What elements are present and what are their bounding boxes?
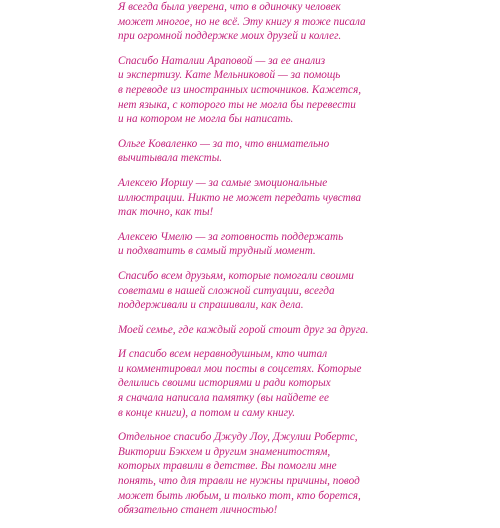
paragraph (118, 347, 398, 420)
paragraph (118, 0, 398, 44)
text-line: и на котором не могла бы написать. (118, 113, 294, 126)
text-line: Алексею Чмелю — за готовность поддержать (118, 230, 344, 243)
text-line: Ольге Коваленко — за то, что внимательно (118, 137, 330, 150)
text-line: понять, что для травли не нужны причины, повод (118, 475, 360, 488)
text-line: так точно, как ты! (118, 206, 214, 219)
text-line: может быть любым, и только тот, кто борется, (118, 489, 361, 502)
text-line: при огромной поддержке моих друзей и коллег. (118, 30, 342, 43)
text-line: в переводе из иностранных источников. Кажется, (118, 83, 362, 96)
text-line: Отдельное спасибо Джуду Лоу, Джулии Робертс, (118, 431, 358, 444)
paragraph (118, 137, 398, 166)
text-line: Я всегда была уверена, что в одиночку человек (118, 1, 341, 13)
paragraph (118, 269, 398, 313)
text-line: Спасибо всем друзьям, которые помогали своими (118, 269, 354, 282)
text-line: советами в нашей сложной ситуации, всегда (118, 284, 335, 297)
text-line: Виктории Бэкхем и другим знаменитостям, (118, 445, 331, 458)
text-line: Моей семье, где каждый горой стоит друг за друга. (118, 323, 369, 336)
text-line: и подхватить в самый трудный момент. (118, 245, 316, 258)
text-line: которых травили в детстве. Вы помогли мне (118, 460, 337, 473)
text-line: и комментировал мои посты в соцсетях. Которые (118, 362, 362, 375)
paragraph (118, 430, 398, 518)
text-line: иллюстрации. Никто не может передать чувства (118, 191, 362, 204)
paragraph (118, 230, 398, 259)
paragraph (118, 54, 398, 127)
text-line: делились своими историями и ради которых (118, 377, 331, 390)
text-line: Алексею Иоршу — за самые эмоциональные (118, 176, 328, 189)
text-line: вычитывала тексты. (118, 152, 223, 165)
text-line: обязательно станет личностью! (118, 504, 278, 517)
text-line: поддерживали и спрашивали, как дела. (118, 299, 304, 312)
text-line: я сначала написала памятку (вы найдете ее (118, 392, 329, 405)
acknowledgements-text (118, 0, 398, 528)
text-line: может многое, но не всё. Эту книгу я тоже писала (118, 15, 366, 28)
paragraph (118, 176, 398, 220)
text-line: нет языка, с которого ты не могла бы перевести (118, 98, 356, 111)
text-line: И спасибо всем неравнодушным, кто читал (118, 348, 328, 361)
text-line: и экспертизу. Кате Мельниковой — за помощь (118, 69, 341, 82)
text-line: Спасибо Наталии Араповой — за ее анализ (118, 54, 326, 67)
paragraph (118, 323, 398, 338)
text-line: в конце книги), а потом и саму книгу. (118, 406, 296, 419)
